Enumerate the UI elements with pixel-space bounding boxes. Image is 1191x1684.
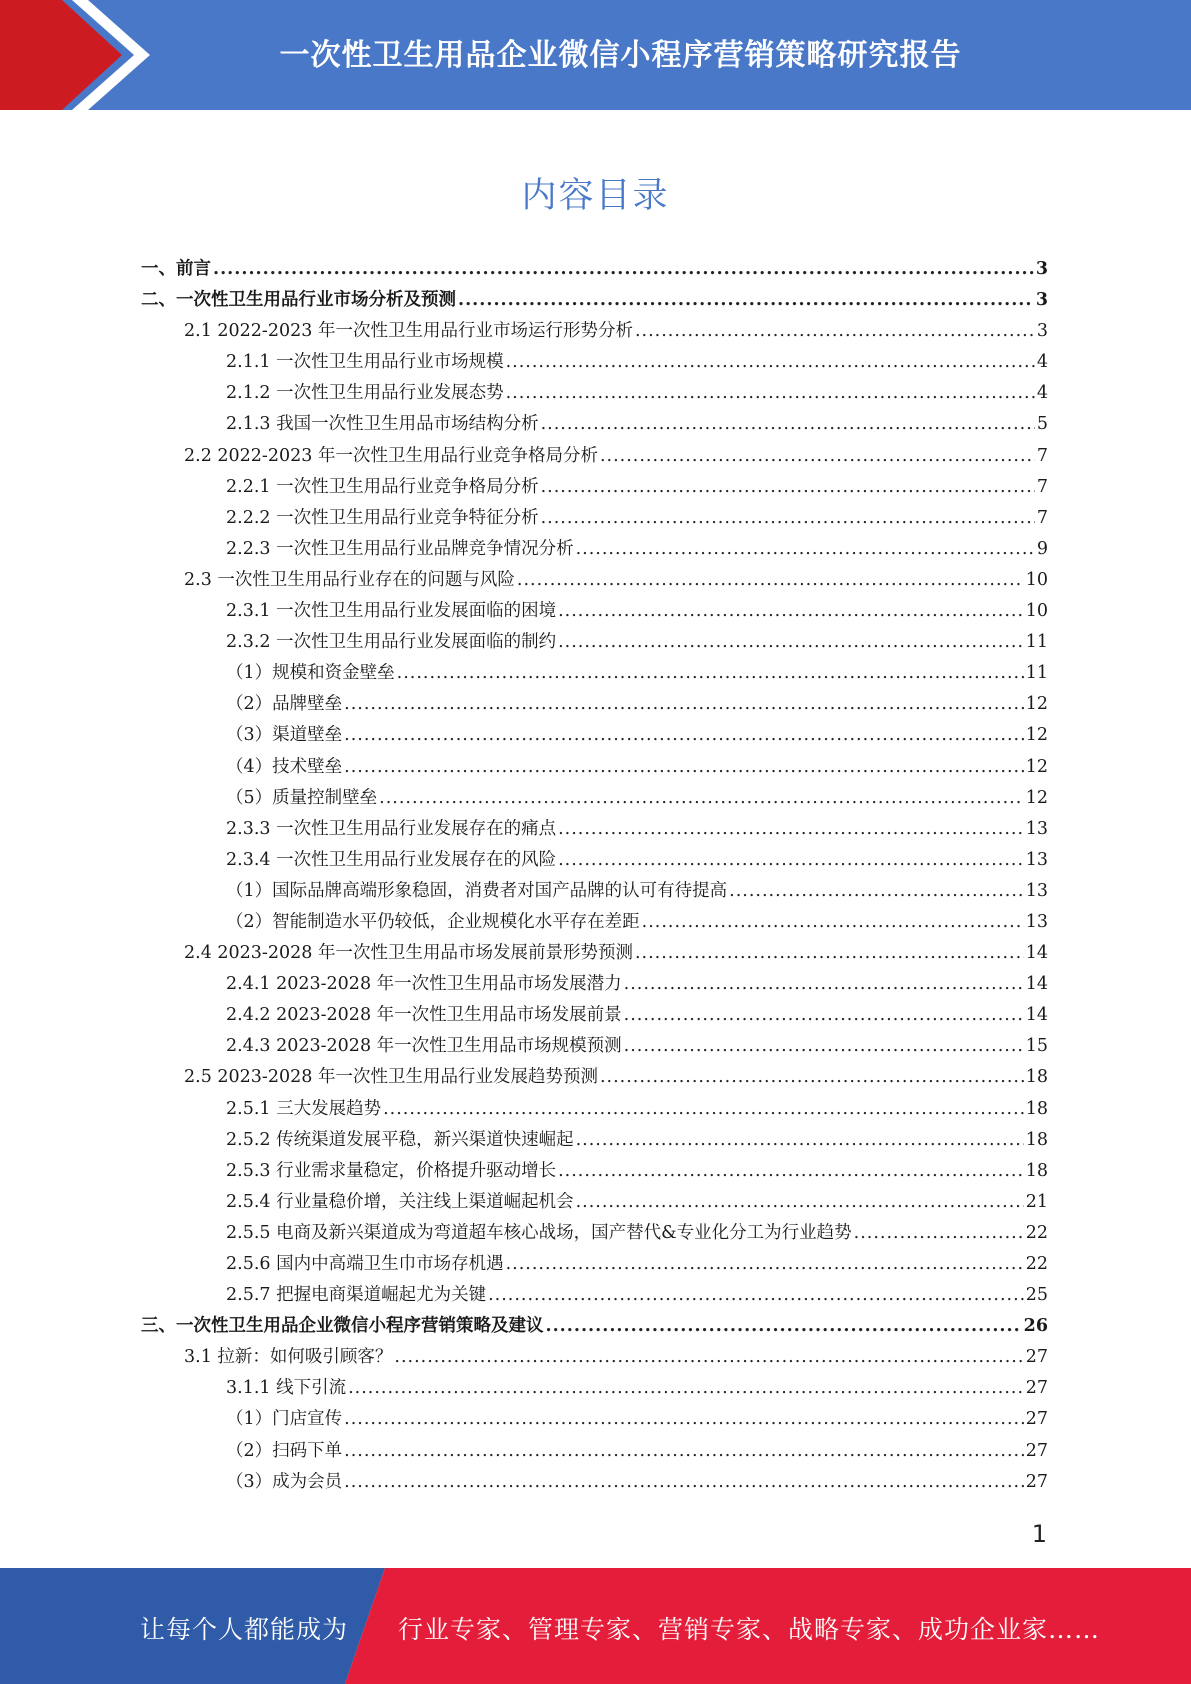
toc-entry-page: 27: [1025, 1471, 1048, 1492]
toc-entry-title: （1）国际品牌高端形象稳固，消费者对国产品牌的认可有待提高: [226, 880, 728, 901]
toc-entry-page: 3: [1036, 321, 1048, 342]
toc-entry[interactable]: [141, 534, 1048, 565]
toc-leader-dots: [458, 285, 1034, 316]
toc-entry[interactable]: [141, 627, 1048, 658]
toc-entry-page: 12: [1025, 694, 1048, 715]
toc-leader-dots: [642, 907, 1024, 938]
toc-entry[interactable]: [141, 938, 1048, 969]
toc-entry-title: （1）门店宣传: [226, 1409, 343, 1430]
toc-entry-title: 2.2.1 一次性卫生用品行业竞争格局分析: [226, 476, 539, 497]
toc-entry-title: 一、前言: [141, 259, 211, 279]
toc-entry-page: 14: [1025, 1005, 1048, 1026]
toc-entry-title: 2.5.4 行业量稳价增，关注线上渠道崛起机会: [226, 1191, 574, 1212]
toc-leader-dots: [558, 845, 1024, 876]
toc-leader-dots: [344, 720, 1024, 751]
toc-entry-title: 三、一次性卫生用品企业微信小程序营销策略及建议: [141, 1316, 544, 1337]
toc-entry[interactable]: [141, 254, 1048, 285]
toc-entry[interactable]: [141, 1125, 1048, 1156]
toc-leader-dots: [383, 1094, 1024, 1125]
toc-entry-page: 18: [1025, 1160, 1048, 1181]
toc-leader-dots: [506, 1249, 1024, 1280]
toc-entry-page: 12: [1025, 787, 1048, 808]
header-banner: [0, 0, 1191, 110]
toc-leader-dots: [344, 1436, 1024, 1467]
toc-entry-title: 2.3.1 一次性卫生用品行业发展面临的困境: [226, 601, 557, 622]
toc-entry-title: 2.2 2022-2023 年一次性卫生用品行业竞争格局分析: [184, 445, 598, 466]
toc-entry-page: 21: [1025, 1191, 1048, 1212]
toc-entry-title: （3）成为会员: [226, 1471, 343, 1492]
page-number: 1: [1031, 1520, 1047, 1548]
toc-entry-title: 2.5.6 国内中高端卫生巾市场存机遇: [226, 1254, 504, 1274]
toc-leader-dots: [558, 1156, 1024, 1187]
toc-entry[interactable]: [141, 596, 1048, 627]
toc-entry-title: 2.3 一次性卫生用品行业存在的问题与风险: [184, 569, 515, 590]
toc-entry-page: 7: [1036, 507, 1048, 528]
toc-entry[interactable]: [141, 1404, 1048, 1435]
toc-entry-title: 3.1.1 线下引流: [226, 1378, 347, 1399]
toc-entry-title: 2.3.2 一次性卫生用品行业发展面临的制约: [226, 632, 557, 653]
toc-leader-dots: [576, 534, 1035, 565]
toc-leader-dots: [635, 938, 1024, 969]
toc-leader-dots: [600, 1062, 1024, 1093]
toc-leader-dots: [624, 1031, 1024, 1062]
toc-entry-title: 2.5.1 三大发展趋势: [226, 1098, 382, 1119]
footer-slogan-right: 行业专家、管理专家、营销专家、战略专家、成功企业家……: [398, 1615, 1101, 1644]
toc-entry-title: （4）技术壁垒: [226, 756, 343, 777]
toc-entry-page: 4: [1036, 352, 1048, 373]
toc-entry[interactable]: [141, 1156, 1048, 1187]
toc-heading: 内容目录: [521, 176, 670, 216]
toc-entry-title: 2.2.3 一次性卫生用品行业品牌竞争情况分析: [226, 538, 574, 559]
toc-entry[interactable]: [141, 1373, 1048, 1404]
toc-entry[interactable]: [141, 969, 1048, 1000]
toc-entry-page: 3: [1035, 290, 1048, 311]
toc-entry-page: 27: [1025, 1409, 1048, 1430]
report-title: 一次性卫生用品企业微信小程序营销策略研究报告: [279, 38, 962, 73]
toc-entry-title: （2）品牌壁垒: [226, 694, 343, 715]
toc-entry-page: 12: [1025, 725, 1048, 746]
toc-entry-title: 2.3.4 一次性卫生用品行业发展存在的风险: [226, 849, 557, 870]
toc-entry[interactable]: [141, 1218, 1048, 1249]
toc-leader-dots: [558, 814, 1024, 845]
toc-entry-page: 12: [1025, 756, 1048, 777]
toc-leader-dots: [344, 1404, 1024, 1435]
toc-entry-page: 26: [1023, 1316, 1048, 1337]
toc-entry[interactable]: [141, 1280, 1048, 1311]
toc-entry-title: 2.5.3 行业需求量稳定，价格提升驱动增长: [226, 1160, 557, 1181]
toc-entry-title: 2.5.2 传统渠道发展平稳，新兴渠道快速崛起: [226, 1129, 574, 1150]
footer-slogan-left: 让每个人都能成为: [140, 1615, 349, 1644]
toc-entry-title: 2.5 2023-2028 年一次性卫生用品行业发展趋势预测: [184, 1067, 598, 1088]
toc-entry-title: （1）规模和资金壁垒: [226, 663, 395, 684]
toc-entry[interactable]: [141, 1342, 1048, 1373]
toc-entry-page: 22: [1025, 1254, 1048, 1274]
toc-leader-dots: [576, 1187, 1024, 1218]
toc-entry-title: 2.4.1 2023-2028 年一次性卫生用品市场发展潜力: [226, 974, 622, 995]
toc-leader-dots: [541, 472, 1035, 503]
toc-leader-dots: [213, 254, 1034, 285]
toc-entry-page: 4: [1036, 383, 1048, 404]
toc-entry-title: 二、一次性卫生用品行业市场分析及预测: [141, 290, 456, 311]
toc-leader-dots: [624, 1000, 1024, 1031]
toc-entry[interactable]: [141, 876, 1048, 907]
toc-entry-title: 2.5.5 电商及新兴渠道成为弯道超车核心战场，国产替代&专业化分工为行业趋势: [226, 1222, 852, 1243]
toc-entry[interactable]: [141, 1467, 1048, 1498]
toc-entry-page: 18: [1025, 1098, 1048, 1119]
toc-entry-page: 11: [1025, 663, 1048, 684]
toc-entry[interactable]: [141, 347, 1048, 378]
toc-entry-page: 14: [1025, 974, 1048, 995]
toc-entry-title: 2.5.7 把握电商渠道崛起尤为关键: [226, 1285, 487, 1306]
toc-leader-dots: [394, 1342, 1023, 1373]
toc-entry[interactable]: [141, 285, 1048, 316]
toc-entry[interactable]: [141, 503, 1048, 534]
toc-leader-dots: [344, 1467, 1024, 1498]
toc-entry-title: 2.1.3 我国一次性卫生用品市场结构分析: [226, 414, 539, 435]
toc-leader-dots: [517, 565, 1024, 596]
toc-leader-dots: [344, 689, 1024, 720]
toc-entry-title: 2.3.3 一次性卫生用品行业发展存在的痛点: [226, 818, 557, 839]
toc-leader-dots: [379, 783, 1024, 814]
toc-entry-page: 3: [1035, 259, 1048, 279]
toc-entry-title: 3.1 拉新：如何吸引顾客？: [184, 1347, 393, 1368]
toc-entry-page: 18: [1025, 1067, 1048, 1088]
toc-entry-page: 22: [1025, 1222, 1048, 1243]
toc-entry-page: 9: [1036, 538, 1048, 559]
toc-entry-title: 2.4.3 2023-2028 年一次性卫生用品市场规模预测: [226, 1036, 622, 1057]
toc-entry-page: 13: [1025, 849, 1048, 870]
toc-entry[interactable]: [141, 316, 1048, 347]
toc-leader-dots: [600, 441, 1035, 472]
toc-leader-dots: [506, 347, 1035, 378]
toc-entry-page: 27: [1025, 1347, 1048, 1368]
toc-entry-page: 25: [1025, 1285, 1048, 1306]
toc-entry[interactable]: [141, 409, 1048, 440]
toc-leader-dots: [558, 627, 1024, 658]
toc-entry[interactable]: [141, 658, 1048, 689]
toc-entry[interactable]: [141, 783, 1048, 814]
toc-entry[interactable]: [141, 378, 1048, 409]
toc-leader-dots: [344, 752, 1024, 783]
toc-entry-title: 2.4 2023-2028 年一次性卫生用品市场发展前景形势预测: [184, 943, 633, 964]
toc-entry[interactable]: [141, 1436, 1048, 1467]
toc-entry[interactable]: [141, 1094, 1048, 1125]
toc-entry[interactable]: [141, 1031, 1048, 1062]
toc-leader-dots: [541, 409, 1035, 440]
toc-entry-title: 2.1 2022-2023 年一次性卫生用品行业市场运行形势分析: [184, 321, 633, 342]
toc-leader-dots: [488, 1280, 1024, 1311]
toc-entry[interactable]: [141, 565, 1048, 596]
toc-entry[interactable]: [141, 1000, 1048, 1031]
toc-entry[interactable]: [141, 814, 1048, 845]
toc-entry[interactable]: [141, 1311, 1048, 1342]
toc-entry[interactable]: [141, 1187, 1048, 1218]
toc-entry[interactable]: [141, 752, 1048, 783]
toc-entry-page: 27: [1025, 1378, 1048, 1399]
toc-entry-page: 5: [1036, 414, 1048, 435]
toc-entry-title: （2）智能制造水平仍较低，企业规模化水平存在差距: [226, 911, 640, 932]
toc-leader-dots: [546, 1311, 1022, 1342]
toc-leader-dots: [397, 658, 1024, 689]
toc-entry[interactable]: [141, 472, 1048, 503]
toc-leader-dots: [348, 1373, 1024, 1404]
toc-entry-page: 7: [1036, 476, 1048, 497]
toc-entry-page: 13: [1025, 911, 1048, 932]
toc-entry[interactable]: [141, 441, 1048, 472]
toc-entry[interactable]: [141, 1249, 1048, 1280]
toc-entry-page: 27: [1025, 1440, 1048, 1461]
toc-entry-page: 11: [1025, 632, 1048, 653]
toc-entry[interactable]: [141, 689, 1048, 720]
toc-entry[interactable]: [141, 845, 1048, 876]
toc-leader-dots: [506, 378, 1035, 409]
toc-entry[interactable]: [141, 720, 1048, 751]
toc-leader-dots: [576, 1125, 1024, 1156]
toc-entry-page: 10: [1025, 601, 1048, 622]
toc-leader-dots: [635, 316, 1035, 347]
toc-leader-dots: [854, 1218, 1024, 1249]
toc-entry-title: （2）扫码下单: [226, 1440, 343, 1461]
toc-entry-page: 15: [1025, 1036, 1048, 1057]
toc-entry-title: 2.1.2 一次性卫生用品行业发展态势: [226, 383, 504, 404]
toc-leader-dots: [624, 969, 1024, 1000]
toc-entry-page: 10: [1025, 569, 1048, 590]
header-chevron-decoration: [0, 0, 160, 110]
toc-entry-page: 13: [1025, 880, 1048, 901]
toc-leader-dots: [541, 503, 1035, 534]
toc-entry-title: 2.1.1 一次性卫生用品行业市场规模: [226, 352, 504, 373]
toc-entry[interactable]: [141, 907, 1048, 938]
toc-entry-title: （3）渠道壁垒: [226, 725, 343, 746]
toc-leader-dots: [558, 596, 1024, 627]
footer-banner: [0, 1568, 1191, 1684]
toc-entry-page: 13: [1025, 818, 1048, 839]
toc-entry-title: 2.2.2 一次性卫生用品行业竞争特征分析: [226, 507, 539, 528]
toc-entry-page: 7: [1036, 445, 1048, 466]
toc-entry-page: 18: [1025, 1129, 1048, 1150]
table-of-contents: [141, 254, 1048, 1498]
toc-entry-title: （5）质量控制壁垒: [226, 787, 378, 808]
toc-leader-dots: [729, 876, 1024, 907]
toc-entry-page: 14: [1025, 943, 1048, 964]
toc-entry-title: 2.4.2 2023-2028 年一次性卫生用品市场发展前景: [226, 1005, 622, 1026]
toc-entry[interactable]: [141, 1062, 1048, 1093]
